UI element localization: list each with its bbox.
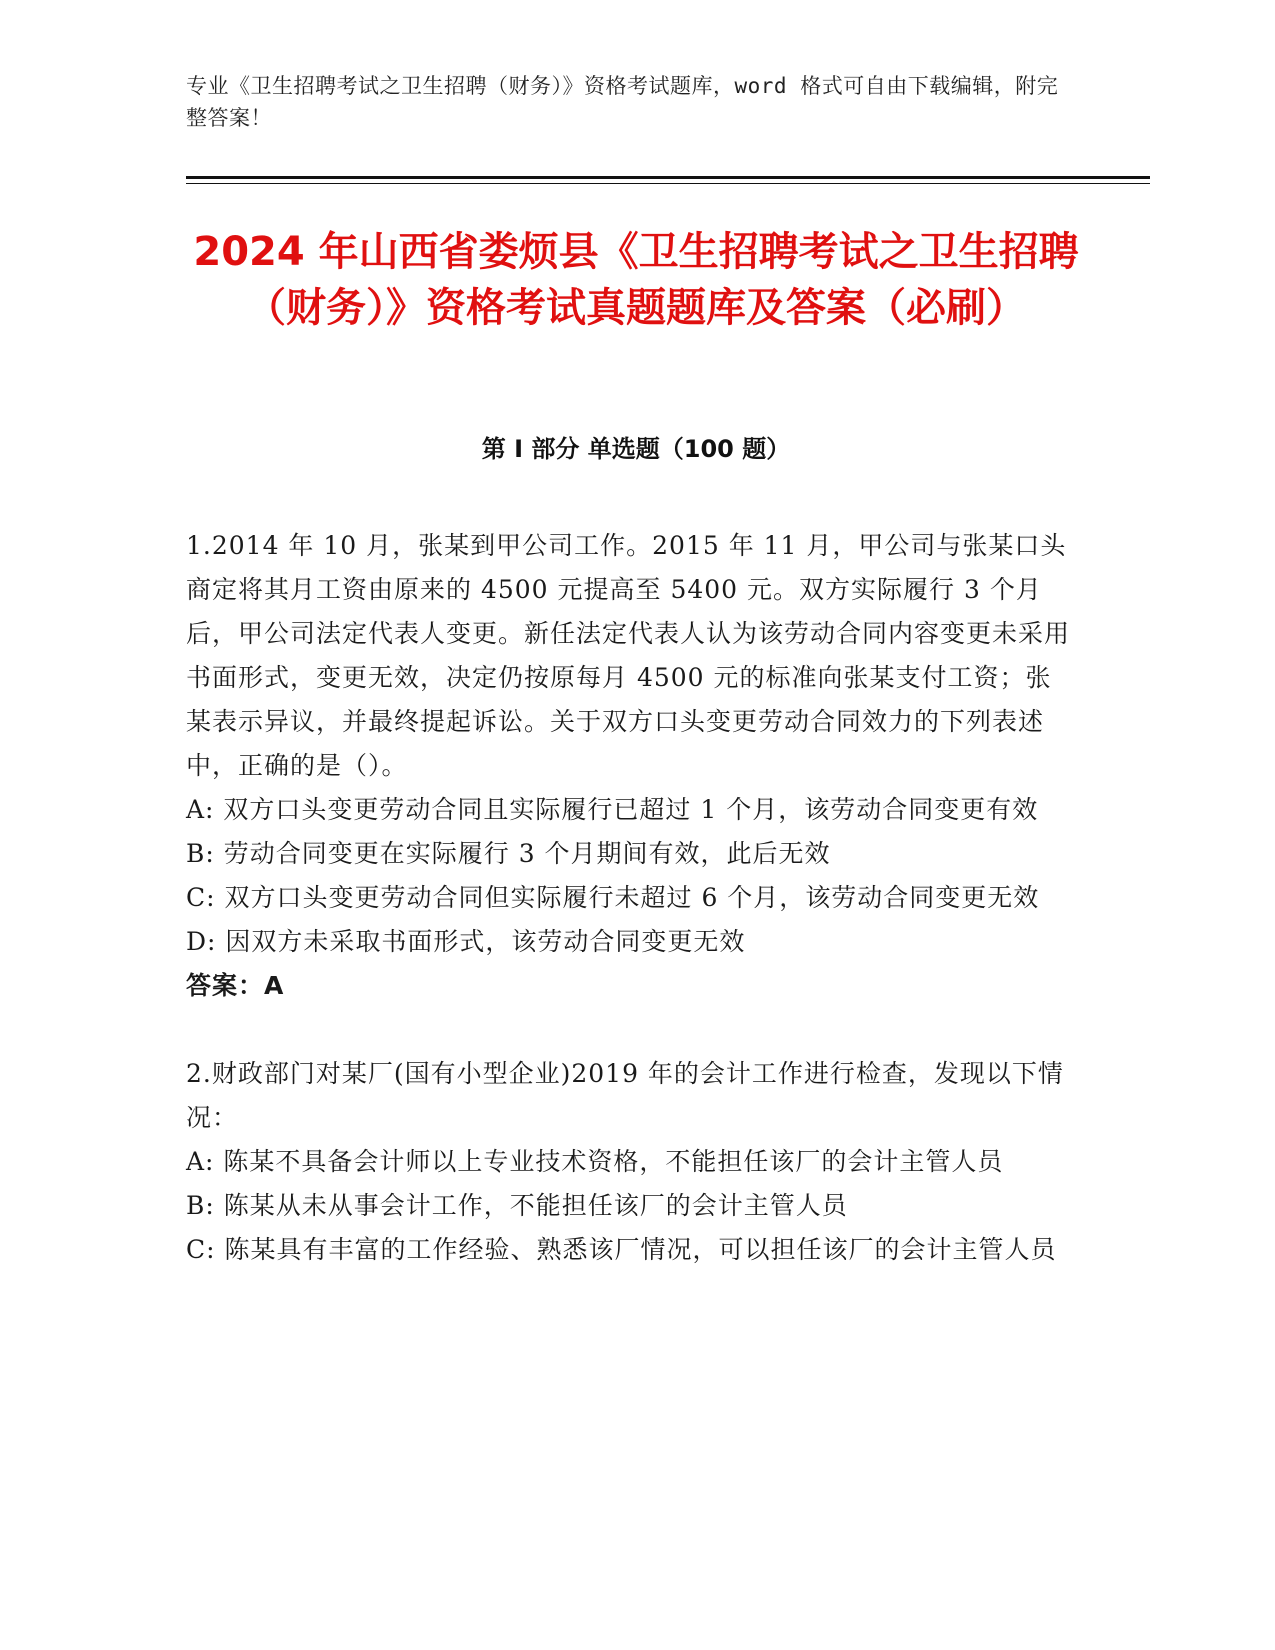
question-spacer: [186, 1008, 1076, 1052]
option-b: B: 劳动合同变更在实际履行 3 个月期间有效，此后无效: [186, 839, 831, 868]
header-note: 专业《卫生招聘考试之卫生招聘（财务）》资格考试题库，word 格式可自由下载编辑，附完整答案！: [186, 74, 1059, 130]
option-c: C: 双方口头变更劳动合同但实际履行未超过 6 个月，该劳动合同变更无效: [186, 883, 1040, 912]
option-d: D: 因双方未采取书面形式，该劳动合同变更无效: [186, 927, 746, 956]
option-a: A: 陈某不具备会计师以上专业技术资格，不能担任该厂的会计主管人员: [186, 1147, 1004, 1176]
section-title: 第 I 部分 单选题（100 题）: [481, 435, 791, 463]
option-c: C: 陈某具有丰富的工作经验、熟悉该厂情况，可以担任该厂的会计主管人员: [186, 1235, 1057, 1264]
question-list: [186, 524, 1076, 1272]
answer: 答案：A: [186, 971, 285, 1000]
option-a: A: 双方口头变更劳动合同且实际履行已超过 1 个月，该劳动合同变更有效: [186, 795, 1039, 824]
header-divider-thick: [186, 176, 1150, 179]
question-stem: 2.财政部门对某厂(国有小型企业)2019 年的会计工作进行检查，发现以下情况：: [186, 1059, 1064, 1132]
option-b: B: 陈某从未从事会计工作，不能担任该厂的会计主管人员: [186, 1191, 848, 1220]
question-1: [186, 524, 1076, 1008]
document-title: 2024 年山西省娄烦县《卫生招聘考试之卫生招聘（财务）》资格考试真题题库及答案（必刷）: [193, 229, 1079, 331]
question-2: [186, 1052, 1076, 1272]
question-stem: 1.2014 年 10 月，张某到甲公司工作。2015 年 11 月，甲公司与张某口头商定将其月工资由原来的 4500 元提高至 5400 元。双方实际履行 3 个月后，甲公司法定代表人变更。新任法定代表人认为该劳动合同内容变更未采用书面形式，变更无效，决定仍按原每月 4500 元的标准向张某支付工资；张某表示异议，并最终提起诉讼。关于双方口头变更劳动合同效力的下列表述中，正确的是（）。: [186, 531, 1071, 780]
header-divider-thin: [186, 183, 1150, 184]
